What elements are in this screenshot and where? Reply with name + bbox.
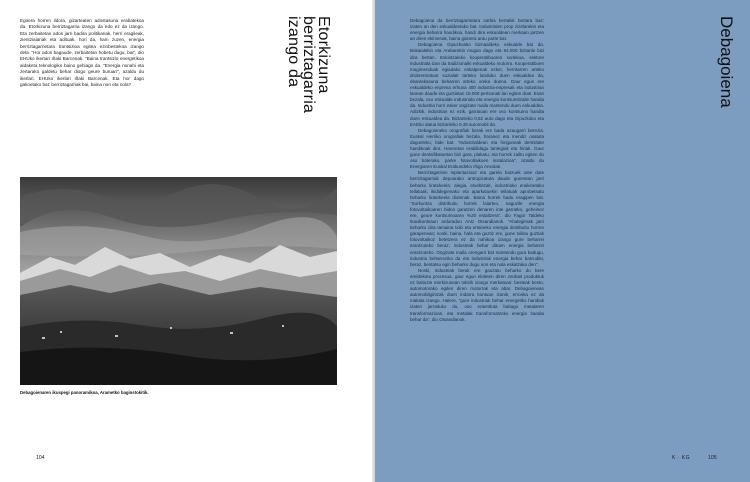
photo-caption: Debagoienaren ikuspegi panoramikoa, Arametko baginstokitik. [20,390,149,395]
body-paragraph-3: Debagoieneko orografiak berak ere bada azaugarri berezia. Euskal Herriko orografiak bezala, haranez eta mendiz osatuta dagoeleko, bide bat. "Industrialdean eta hiriguneak dentsitate handikoak dira. Hareretan erabilidagu lantegiak eta hiriak. Gaur gune dentsifikatuetan bizi gara, plakatu, eta horrek zailtu egiten du oso baterako, parke fotovoltaikoen instalazioa", azaldu du Energiaren Euskal Erakundeko Iñigo Ansolak. [410,127,544,170]
running-head: K · KG [672,455,691,461]
title-line-3: izango da [285,16,302,88]
body-paragraph-5: Noski, industriak berak ere gauzatu beharko du bere ereldeketa prozesua, gaur egun ekiteten diren zenbait produktuk ez baituzte etorkizunean tokirik izango merkatuan: besteak beste, automotorako egiten diren motorrak eta abar. Debagoienean automobilgintzak duen indarra kontuan izanik, erronka ez da makala izango. Halere, "gure industriak behar energetiko handiak izaten jarraituko du, oso eraentluta baitago metalaren transformazioan, eta metalak transformatzeko energia handia behar da", dio Otxandianok. [410,267,544,322]
body-paragraph-4: Berriztagarrien inplantazioaz eta garela batzuek uste dute berriztagarriak depoarako antropizatuta daude guneetan jarri beharko liratekeela: alegia, etxebitzak, industriako eraikinetako teilatuak, ikididegienako eta aparkatuekin teilatuak aprobetsatu beharko liratekeela diotenak. Baina horrek badu eragipen bat. "Sorkuntza distribuitu horrek laiarteo, naguzile energia fotovoltaikoaren bideo garatzen denaren inte garratko, geheinez ere, geure kontsumoaren %20 estaltzera", dio Fagor Taldeko Ikaulkontsaun arduradun Antz Otxandianok. "Ahalegimak jarri beharko dira tamaina txiki eta ertaineko energia distribuitu horren garapenean; noski, baina, hala eta guztiz ere, gune txikitu guztiak fotovoltaikoz betetzera ez da nahikoa izango gure beharrei erantzuteko beraz; industriak behar dituen energia beharrei erantzuteko. Ongizate maila orengarri bat mantendu gura badugu, industria beharreziko da eta industriak energia behar batzudikt, beraz, bentatsu egin beharko dugu non eta nola eskatzako den". [410,170,544,267]
landscape-image [20,177,337,385]
article-title [286,16,331,113]
article-body [410,18,544,323]
landscape-photo [20,177,337,385]
title-line-2: berriztagarria [300,16,317,114]
section-title: Debagoiena [717,16,736,108]
page-number-left: 104 [36,455,45,461]
title-line-1: Etorkizuna [315,16,332,94]
body-paragraph-1: Debagoiena da berriztagarrietara sarbia bertakik bertara baz: izaten an den eskualdeetako bat. Industrialen prop zizelarekin eta energia beharra handikoa, handi dira eskualdean merkaan jartzen an diren ekimenak, baina gainera arau parte bat. [410,18,544,42]
body-paragraph-2: Debagoiena Gipuzkoako biznaaldeko eskualde bat da. Bokaialekin eta Arabarekin mugan dago eta 64.000 biztanle bizi dira bertan. Eskintzaleko kooperatiboaren sorlekua, sektore industriala izan da tradizionalki eskualdeko motorra. Kooperatiboen mugimenduak egiadako eskalpenak ezker, herritarren arteko drobrentratuar sozialak tarteko landuko duen eskualdea da, ebaraskasuna beharren arteko oreka duena. Gaur egun ere eskualdeko enpresa erhuna 400 industria-enpresak eta industrian lanean daude eta guztietan 15.000 pertsonak lan egiten dute. Esan bezala, oso eskualde industriala eta energia kontsumitzaile handia da. Industria horri esker ongizate maila mantendu duen eskualdea. Adizkik, industrian ez ezik, garraioan ere oso kontsumo handia duen eskualdea da. Biztanleko 0,52 auto dago eta Gipuzkoko eta EAEko datua biztanleko 0,48 automobil da. [410,42,544,127]
page-number-right: 105 [708,455,717,461]
intro-paragraph: Egoera horren ildora, gizarteaten adostasuna erabatekoa da. Etorkizuna berriztagarria izango da edo ez da izango. Eta zerbaitetan ados jarri badira politikariak, herri eragileak, zientzialariak eta adituak, hori da, ham zuzen, energia berriztagarrietara trantsizioa egitea ezinbestekoa izango dela. "Hor ados bagaude, zerbaitetan hobetu dugu, bai", dio EHUko ikertari Iñaki Barcenak. "Baina trantsizio energetikoa aldaketa teknologiko baino gehiago da. "Energia nonahi eta zertarako galdetu behar diogu geure buruari", azaldu du ikerlari. EHUko ikerlari Iñaki Barcenak. Eta hor dago gakoetako bat: berriztagarriak bai, baina non eta nola? [20,18,144,88]
